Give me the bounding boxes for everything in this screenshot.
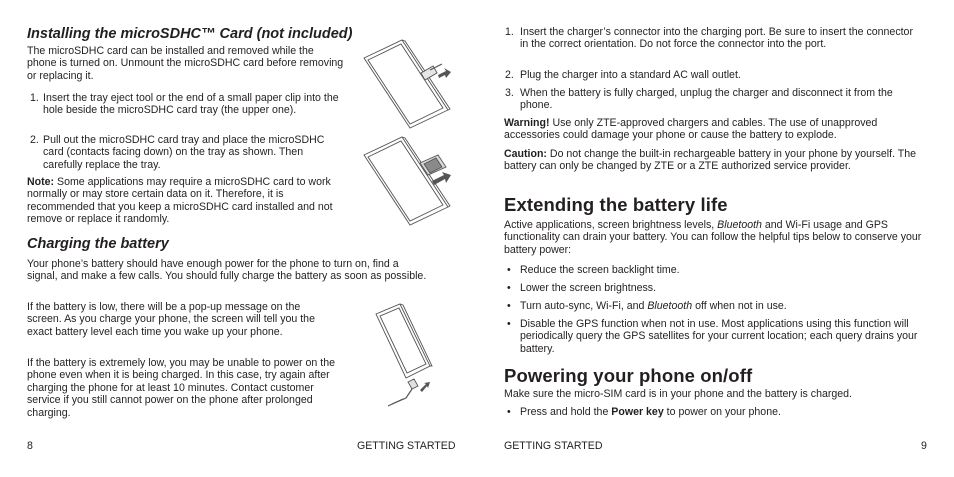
extending-intro-part: Active applications, screen brightness levels, [504,219,718,231]
bluetooth-term: Bluetooth [717,219,762,231]
charging-low-battery: If the battery is low, there will be a pop-up message on the screen. As you charge your phone, the screen will tell you the exact battery level each time you wake up your phone. [27,301,315,338]
bluetooth-term: Bluetooth [647,300,693,312]
extending-battery-heading: Extending the battery life [504,194,728,215]
bullet-glyph: • [507,406,511,418]
sd-step-2: Pull out the microSDHC card tray and place the microSDHC card (contacts facing down) on the tray as shown. Then carefully replace the tray. [43,134,325,171]
caution-text: Do not change the built-in rechargeable battery in your phone by yourself. The battery can only be changed by ZTE or a ZTE authorized service provider. [504,148,917,173]
tip-auto-sync [520,300,920,312]
caution-paragraph [504,148,929,173]
powering-intro: Make sure the micro-SIM card is in your phone and the battery is charged. [504,388,852,400]
power-key-term: Power key [611,406,664,418]
sd-card-heading: Installing the microSDHC™ Card (not included) [27,26,353,42]
step-number: 1. [505,26,514,38]
footer-section: GETTING STARTED [504,440,603,452]
sd-card-intro: The microSDHC card can be installed and removed while the phone is turned on. Unmount the microSDHC card before removing or replacing it. [27,45,344,82]
sd-card-placement-illustration [358,133,453,228]
right-page [477,0,954,477]
warning-paragraph [504,117,929,142]
step-number: 3. [505,87,514,99]
bullet-glyph: • [507,300,511,312]
arrow-icon [420,382,430,392]
tip-part: Turn auto-sync, Wi-Fi, and [520,300,648,312]
tip-brightness: Lower the screen brightness. [520,282,657,294]
arrow-icon [432,172,451,185]
sd-step-1: Insert the tray eject tool or the end of a small paper clip into the hole beside the microSDHC card tray (the upper one). [43,92,339,117]
tip-part: off when not in use. [692,300,787,312]
page-number: 8 [27,440,33,452]
bullet-glyph: • [507,318,511,330]
caution-label: Caution: [504,148,547,160]
warning-label: Warning! [504,117,550,129]
charge-step-1: Insert the charger’s connector into the charging port. Be sure to insert the connector in the correct orientation. Do not force the connector into the port. [520,26,913,51]
charging-extremely-low: If the battery is extremely low, you may be unable to power on the phone even when it is being charged. In this case, try again after charging the phone for at least 10 minutes. Contact customer service if you still cannot power on the phone after prolonged charging. [27,357,335,419]
charger-illustration [358,300,453,410]
arrow-icon [438,68,451,78]
extending-intro [504,219,929,256]
power-on-instruction [520,406,920,418]
sd-tray-eject-illustration [358,36,453,131]
instruction-part: Press and hold the [520,406,612,418]
step-number: 2. [505,69,514,81]
extending-intro-part: and Wi-Fi usage and GPS functionality can drain your battery. You can follow the helpful tips below to conserve your battery power: [504,219,922,256]
note-text: Some applications may require a microSDHC card to work normally or may store certain data on it. Therefore, it is recommended that you keep a microSDHC card installed and not remove or replace it randomly. [27,176,333,226]
powering-heading: Powering your phone on/off [504,365,753,386]
sd-note [27,176,345,226]
tip-backlight: Reduce the screen backlight time. [520,264,680,276]
bullet-glyph: • [507,264,511,276]
instruction-part: to power on your phone. [663,406,781,418]
charging-heading: Charging the battery [27,236,169,252]
footer-section: GETTING STARTED [357,440,456,452]
tip-gps: Disable the GPS function when not in use. Most applications using this function will periodically query the GPS satellites for your current location; each query drains your battery. [520,318,918,355]
step-number: 1. [30,92,39,104]
step-number: 2. [30,134,39,146]
charge-step-2: Plug the charger into a standard AC wall outlet. [520,69,741,81]
note-label: Note: [27,176,55,188]
page-number: 9 [921,440,927,452]
warning-text: Use only ZTE-approved chargers and cables. The use of unapproved accessories could damage your phone or cause the battery to explode. [504,117,878,142]
bullet-glyph: • [507,282,511,294]
charge-step-3: When the battery is fully charged, unplug the charger and disconnect it from the phone. [520,87,893,112]
charging-intro: Your phone’s battery should have enough power for the phone to turn on, find a signal, and make a few calls. You should fully charge the battery as soon as possible. [27,258,427,283]
